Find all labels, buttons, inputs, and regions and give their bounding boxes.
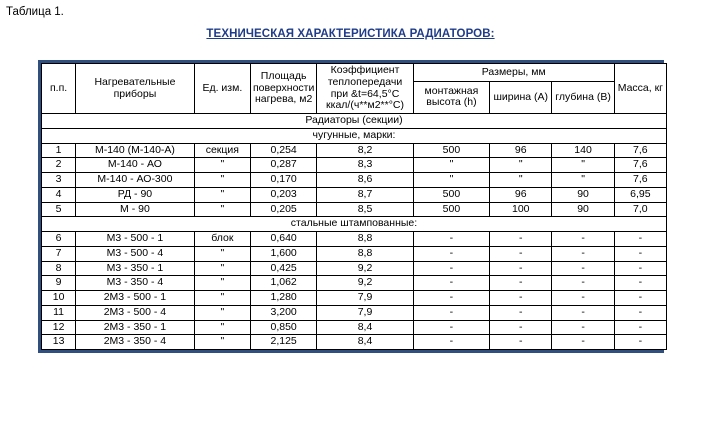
cell-area: 0,203 bbox=[250, 187, 316, 202]
table-outer-border bbox=[38, 60, 664, 353]
cell-num: 10 bbox=[42, 291, 76, 306]
cell-num: 11 bbox=[42, 305, 76, 320]
cell-mass: 7,6 bbox=[614, 173, 666, 188]
cell-width: - bbox=[490, 320, 552, 335]
cell-num: 9 bbox=[42, 276, 76, 291]
cell-unit: " bbox=[194, 202, 250, 217]
table-caption: Таблица 1. bbox=[6, 6, 64, 18]
table-row bbox=[42, 173, 667, 188]
cell-unit: " bbox=[194, 291, 250, 306]
table-row bbox=[42, 261, 667, 276]
table-row bbox=[42, 187, 667, 202]
cell-device: М - 90 bbox=[76, 202, 195, 217]
table-row bbox=[42, 143, 667, 158]
table-row bbox=[42, 291, 667, 306]
cell-mass: 7,6 bbox=[614, 158, 666, 173]
header-unit: Ед. изм. bbox=[194, 64, 250, 114]
cell-width: 96 bbox=[490, 143, 552, 158]
cell-num: 2 bbox=[42, 158, 76, 173]
cell-area: 0,170 bbox=[250, 173, 316, 188]
cell-num: 8 bbox=[42, 261, 76, 276]
cell-coefficient: 7,9 bbox=[317, 291, 413, 306]
cell-area: 1,062 bbox=[250, 276, 316, 291]
cell-mount-height: - bbox=[413, 305, 489, 320]
cell-mass: 6,95 bbox=[614, 187, 666, 202]
cell-area: 3,200 bbox=[250, 305, 316, 320]
cell-depth: 140 bbox=[552, 143, 614, 158]
section-label: чугунные, марки: bbox=[42, 128, 667, 143]
cell-num: 7 bbox=[42, 246, 76, 261]
section-row-radiators bbox=[42, 114, 667, 129]
cell-depth: " bbox=[552, 173, 614, 188]
cell-coefficient: 8,4 bbox=[317, 335, 413, 350]
cell-unit: блок bbox=[194, 232, 250, 247]
cell-device: 2М3 - 350 - 1 bbox=[76, 320, 195, 335]
cell-coefficient: 8,3 bbox=[317, 158, 413, 173]
table-row bbox=[42, 202, 667, 217]
cell-width: - bbox=[490, 291, 552, 306]
cell-area: 2,125 bbox=[250, 335, 316, 350]
cell-unit: " bbox=[194, 276, 250, 291]
cell-depth: - bbox=[552, 305, 614, 320]
cell-mount-height: " bbox=[413, 173, 489, 188]
section-label: стальные штампованные: bbox=[42, 217, 667, 232]
table-row bbox=[42, 232, 667, 247]
cell-num: 5 bbox=[42, 202, 76, 217]
cell-unit: секция bbox=[194, 143, 250, 158]
cell-depth: - bbox=[552, 246, 614, 261]
cell-unit: " bbox=[194, 320, 250, 335]
section-row-steel-stamped bbox=[42, 217, 667, 232]
cell-coefficient: 8,6 bbox=[317, 173, 413, 188]
cell-unit: " bbox=[194, 335, 250, 350]
cell-coefficient: 8,5 bbox=[317, 202, 413, 217]
cell-width: - bbox=[490, 232, 552, 247]
cell-coefficient: 8,8 bbox=[317, 246, 413, 261]
cell-device: М3 - 500 - 4 bbox=[76, 246, 195, 261]
cell-width: " bbox=[490, 158, 552, 173]
header-area: Площадь поверхности нагрева, м2 bbox=[250, 64, 316, 114]
cell-unit: " bbox=[194, 246, 250, 261]
cell-mass: 7,6 bbox=[614, 143, 666, 158]
cell-device: РД - 90 bbox=[76, 187, 195, 202]
cell-device: М3 - 350 - 4 bbox=[76, 276, 195, 291]
cell-device: 2М3 - 500 - 1 bbox=[76, 291, 195, 306]
cell-mass: - bbox=[614, 291, 666, 306]
cell-area: 1,600 bbox=[250, 246, 316, 261]
header-depth: глубина (В) bbox=[552, 81, 614, 113]
cell-width: - bbox=[490, 276, 552, 291]
cell-device: 2М3 - 350 - 4 bbox=[76, 335, 195, 350]
cell-device: М-140 (М-140-А) bbox=[76, 143, 195, 158]
table-header bbox=[42, 64, 667, 114]
cell-unit: " bbox=[194, 173, 250, 188]
cell-device: М3 - 500 - 1 bbox=[76, 232, 195, 247]
radiator-table-container bbox=[38, 60, 664, 353]
cell-mass: - bbox=[614, 335, 666, 350]
section-label: Радиаторы (секции) bbox=[42, 114, 667, 129]
cell-width: - bbox=[490, 261, 552, 276]
cell-mount-height: - bbox=[413, 261, 489, 276]
cell-area: 0,640 bbox=[250, 232, 316, 247]
cell-coefficient: 9,2 bbox=[317, 276, 413, 291]
radiator-specs-table bbox=[41, 63, 667, 350]
cell-depth: - bbox=[552, 232, 614, 247]
header-num: п.п. bbox=[42, 64, 76, 114]
cell-area: 0,254 bbox=[250, 143, 316, 158]
cell-depth: 90 bbox=[552, 202, 614, 217]
cell-coefficient: 8,8 bbox=[317, 232, 413, 247]
cell-coefficient: 8,2 bbox=[317, 143, 413, 158]
cell-area: 0,425 bbox=[250, 261, 316, 276]
cell-depth: - bbox=[552, 320, 614, 335]
header-mount-height: монтажная высота (h) bbox=[413, 81, 489, 113]
header-device: Нагревательные приборы bbox=[76, 64, 195, 114]
cell-area: 0,850 bbox=[250, 320, 316, 335]
cell-mount-height: " bbox=[413, 158, 489, 173]
cell-mount-height: - bbox=[413, 320, 489, 335]
table-body bbox=[42, 114, 667, 350]
header-sizes-group: Размеры, мм bbox=[413, 64, 614, 82]
cell-width: " bbox=[490, 173, 552, 188]
page-title: ТЕХНИЧЕСКАЯ ХАРАКТЕРИСТИКА РАДИАТОРОВ: bbox=[206, 28, 495, 40]
cell-num: 1 bbox=[42, 143, 76, 158]
table-row bbox=[42, 276, 667, 291]
cell-device: М-140 - АО-300 bbox=[76, 173, 195, 188]
cell-num: 12 bbox=[42, 320, 76, 335]
cell-width: - bbox=[490, 335, 552, 350]
cell-depth: " bbox=[552, 158, 614, 173]
cell-mount-height: - bbox=[413, 335, 489, 350]
cell-mount-height: 500 bbox=[413, 143, 489, 158]
section-row-cast-iron bbox=[42, 128, 667, 143]
cell-unit: " bbox=[194, 261, 250, 276]
cell-width: - bbox=[490, 246, 552, 261]
cell-mount-height: - bbox=[413, 246, 489, 261]
cell-unit: " bbox=[194, 187, 250, 202]
cell-coefficient: 8,7 bbox=[317, 187, 413, 202]
cell-area: 0,287 bbox=[250, 158, 316, 173]
cell-num: 6 bbox=[42, 232, 76, 247]
cell-device: М3 - 350 - 1 bbox=[76, 261, 195, 276]
cell-width: 100 bbox=[490, 202, 552, 217]
table-row bbox=[42, 320, 667, 335]
cell-unit: " bbox=[194, 158, 250, 173]
cell-depth: - bbox=[552, 335, 614, 350]
cell-mass: - bbox=[614, 320, 666, 335]
cell-mount-height: - bbox=[413, 276, 489, 291]
cell-mass: - bbox=[614, 276, 666, 291]
cell-device: М-140 - АО bbox=[76, 158, 195, 173]
cell-mass: 7,0 bbox=[614, 202, 666, 217]
header-row-main bbox=[42, 64, 667, 82]
header-mass: Масса, кг bbox=[614, 64, 666, 114]
cell-num: 13 bbox=[42, 335, 76, 350]
cell-area: 0,205 bbox=[250, 202, 316, 217]
header-coefficient: Коэффициент теплопередачи при &t=64,5°С ккал/(ч**м2**°С) bbox=[317, 64, 413, 114]
cell-mount-height: 500 bbox=[413, 187, 489, 202]
cell-width: 96 bbox=[490, 187, 552, 202]
cell-depth: - bbox=[552, 291, 614, 306]
cell-mass: - bbox=[614, 232, 666, 247]
table-row bbox=[42, 335, 667, 350]
cell-coefficient: 9,2 bbox=[317, 261, 413, 276]
table-row bbox=[42, 305, 667, 320]
cell-mass: - bbox=[614, 305, 666, 320]
cell-depth: 90 bbox=[552, 187, 614, 202]
cell-device: 2М3 - 500 - 4 bbox=[76, 305, 195, 320]
cell-mass: - bbox=[614, 261, 666, 276]
table-row bbox=[42, 158, 667, 173]
cell-coefficient: 7,9 bbox=[317, 305, 413, 320]
cell-num: 4 bbox=[42, 187, 76, 202]
cell-mount-height: - bbox=[413, 232, 489, 247]
table-row bbox=[42, 246, 667, 261]
cell-width: - bbox=[490, 305, 552, 320]
cell-depth: - bbox=[552, 276, 614, 291]
header-width: ширина (А) bbox=[490, 81, 552, 113]
cell-mass: - bbox=[614, 246, 666, 261]
cell-mount-height: 500 bbox=[413, 202, 489, 217]
cell-depth: - bbox=[552, 261, 614, 276]
cell-unit: " bbox=[194, 305, 250, 320]
cell-area: 1,280 bbox=[250, 291, 316, 306]
cell-mount-height: - bbox=[413, 291, 489, 306]
cell-num: 3 bbox=[42, 173, 76, 188]
cell-coefficient: 8,4 bbox=[317, 320, 413, 335]
